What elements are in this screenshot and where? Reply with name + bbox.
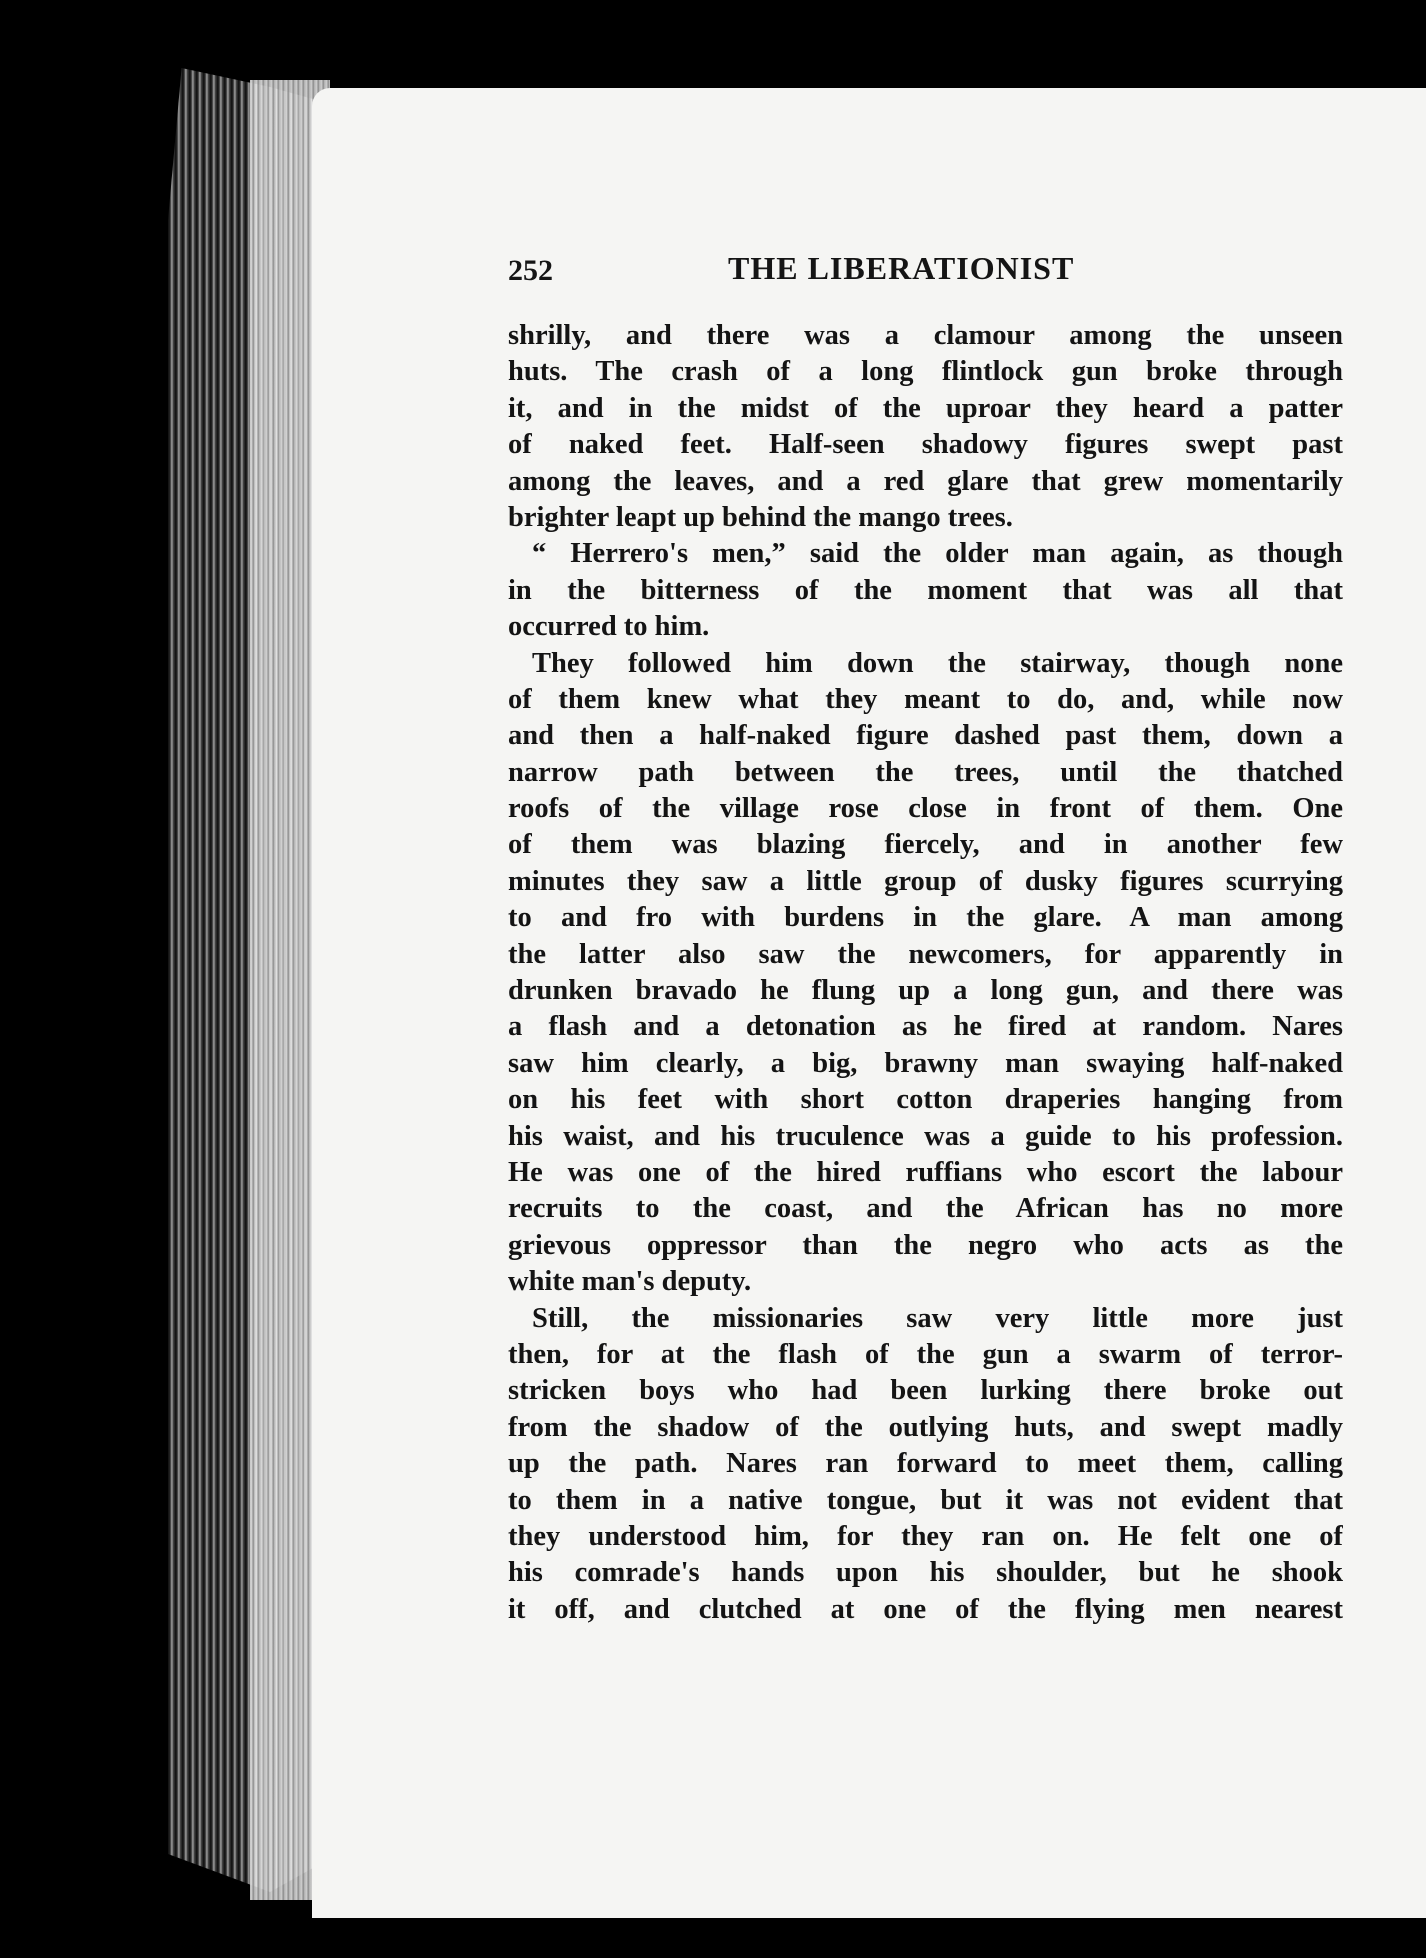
text-line: to and fro with burdens in the glare. A man among: [508, 902, 1343, 934]
text-line: They followed him down the stairway, though none: [532, 647, 1343, 679]
text-line: of them was blazing fiercely, and in another few: [508, 829, 1343, 861]
text-line: of them knew what they meant to do, and, while now: [508, 683, 1343, 715]
text-line: up the path. Nares ran forward to meet them, calling: [508, 1448, 1343, 1480]
text-line: “ Herrero's men,” said the older man again, as though: [532, 538, 1343, 570]
text-line: roofs of the village rose close in front of them. One: [508, 793, 1343, 825]
text-line: Still, the missionaries saw very little more just: [532, 1302, 1343, 1334]
text-line: occurred to him.: [508, 611, 710, 643]
page-number: 252: [508, 254, 553, 287]
text-line: huts. The crash of a long flintlock gun broke through: [508, 356, 1343, 388]
running-title: THE LIBERATIONIST: [728, 250, 1075, 286]
text-line: saw him clearly, a big, brawny man swaying half-naked: [508, 1047, 1343, 1079]
text-line: grievous oppressor than the negro who acts as the: [508, 1229, 1343, 1261]
text-line: of naked feet. Half-seen shadowy figures swept past: [508, 429, 1343, 461]
text-line: his waist, and his truculence was a guide to his profession.: [508, 1120, 1343, 1152]
text-line: then, for at the flash of the gun a swarm of terror-: [508, 1338, 1343, 1370]
text-line: to them in a native tongue, but it was not evident that: [508, 1484, 1343, 1516]
text-line: in the bitterness of the moment that was all that: [508, 574, 1343, 606]
text-line: on his feet with short cotton draperies hanging from: [508, 1084, 1343, 1116]
text-line: stricken boys who had been lurking there broke out: [508, 1375, 1343, 1407]
text-line: the latter also saw the newcomers, for apparently in: [508, 938, 1343, 970]
text-line: they understood him, for they ran on. He felt one of: [508, 1520, 1343, 1552]
text-line: brighter leapt up behind the mango trees.: [508, 501, 1013, 533]
text-line: his comrade's hands upon his shoulder, but he shook: [508, 1557, 1343, 1589]
page-header: [508, 250, 1113, 294]
text-line: white man's deputy.: [508, 1266, 752, 1298]
text-line: minutes they saw a little group of dusky figures scurrying: [508, 865, 1343, 897]
text-line: among the leaves, and a red glare that grew momentarily: [508, 465, 1343, 497]
body-text: [508, 318, 1343, 1628]
text-line: recruits to the coast, and the African has no more: [508, 1193, 1343, 1225]
text-line: it, and in the midst of the uproar they heard a patter: [508, 392, 1343, 424]
text-line: a flash and a detonation as he fired at random. Nares: [508, 1011, 1343, 1043]
text-line: narrow path between the trees, until the thatched: [508, 756, 1343, 788]
text-line: from the shadow of the outlying huts, and swept madly: [508, 1411, 1343, 1443]
text-line: He was one of the hired ruffians who escort the labour: [508, 1156, 1343, 1188]
text-line: drunken bravado he flung up a long gun, and there was: [508, 975, 1343, 1007]
text-line: and then a half-naked figure dashed past them, down a: [508, 720, 1343, 752]
text-line: shrilly, and there was a clamour among the unseen: [508, 320, 1343, 351]
text-line: it off, and clutched at one of the flying men nearest: [508, 1593, 1343, 1625]
